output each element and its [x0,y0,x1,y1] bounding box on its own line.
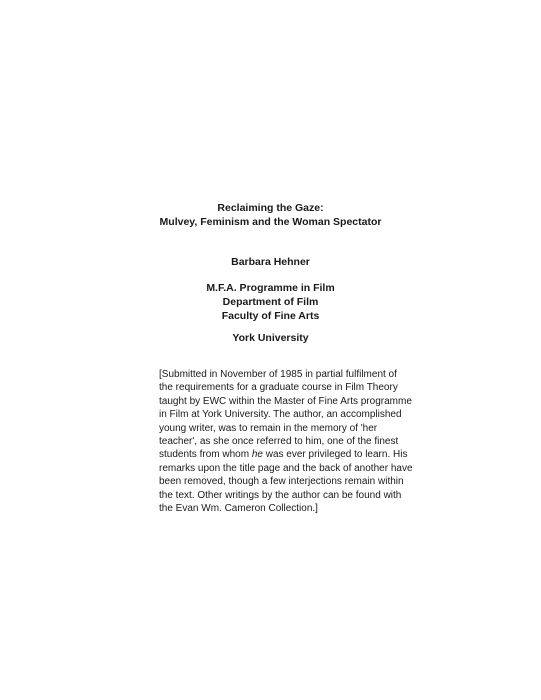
title-line-1: Reclaiming the Gaze: [217,202,324,214]
programme-name: M.F.A. Programme in Film [206,282,335,294]
affiliation-block [0,281,541,323]
submission-note [159,368,421,515]
note-line: remarks upon the title page and the back of another have [159,462,413,474]
note-line: the text. Other writings by the author can be found with [159,489,402,501]
author-block [0,255,541,269]
note-line: [Submitted in November of 1985 in partial fulfilment of [159,369,397,380]
note-line: the requirements for a graduate course in Film Theory [159,382,398,394]
note-emphasis: he [251,449,263,461]
note-line: young writer, was to remain in the memory of 'her [159,422,378,434]
title-line-2: Mulvey, Feminism and the Woman Spectator [159,216,382,228]
note-line: teacher', as she once referred to him, one of the finest [159,436,399,448]
title-block [0,201,541,229]
note-line: been removed, though a few interjections remain within [159,476,404,488]
note-text: students from whom [159,449,252,461]
university-name: York University [232,332,309,344]
university-block [0,331,541,345]
department-name: Department of Film [222,296,319,308]
note-line: taught by EWC within the Master of Fine Arts programme [159,395,412,407]
author-name: Barbara Hehner [231,256,310,268]
note-line: the Evan Wm. Cameron Collection.] [159,503,318,515]
note-line [159,448,421,461]
note-line: in Film at York University. The author, an accomplished [159,409,402,421]
note-text: was ever privileged to learn. His [262,449,408,461]
faculty-name: Faculty of Fine Arts [221,310,320,322]
